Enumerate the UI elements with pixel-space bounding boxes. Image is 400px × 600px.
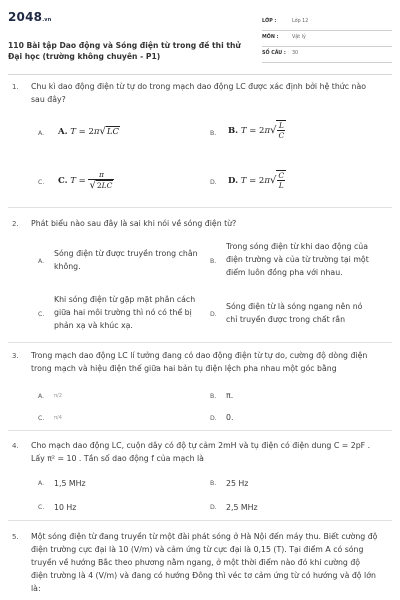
option-b-formula[interactable]: B. T = 2π√ $\frac{L}{C}$	[228, 121, 285, 140]
meta-label: SỐ CÂU :	[262, 51, 286, 56]
option-b[interactable]: π.	[226, 391, 234, 400]
option-label: A.	[38, 480, 45, 487]
option-d[interactable]: Sóng điện từ là sóng ngang nên nó chỉ truyền được trong chất rắn	[226, 302, 363, 324]
option-label: C.	[38, 504, 45, 511]
option-label: D.	[210, 311, 217, 318]
option-label: D.	[210, 504, 217, 511]
option-a-formula[interactable]: A. T = 2π√LC	[58, 126, 119, 137]
option-label: B.	[210, 258, 217, 265]
option-label: B.	[210, 393, 217, 400]
meta-label: MÔN :	[262, 35, 279, 40]
logo-sub: .vn	[42, 17, 52, 23]
option-label: C.	[38, 415, 45, 422]
meta-row-subject	[262, 34, 392, 47]
option-label: B.	[210, 130, 217, 137]
option-d-formula[interactable]: D. T = 2π√ $\frac{C}{L}$	[228, 171, 285, 190]
option-label: C.	[38, 179, 45, 186]
option-label: A.	[38, 130, 45, 137]
option-label: B.	[210, 480, 217, 487]
question-number: 1.	[12, 83, 19, 91]
option-d[interactable]: 0.	[226, 413, 234, 422]
document-title: 110 Bài tập Dao động và Sóng điện từ trong đề thi thử Đại học (trường không chuyên - P1)	[8, 41, 241, 61]
header-divider	[8, 74, 392, 75]
question-number: 2.	[12, 220, 19, 228]
option-d[interactable]: 2,5 MHz	[226, 503, 258, 512]
question-divider	[8, 520, 392, 521]
option-a[interactable]: Sóng điện từ được truyền trong chân không.	[54, 249, 198, 271]
option-c-formula[interactable]: C. T = $\frac{\pi}{√2LC}$	[58, 170, 113, 191]
option-label: C.	[38, 311, 45, 318]
option-label: D.	[210, 415, 217, 422]
header	[8, 8, 392, 70]
logo-main: 2048	[8, 10, 43, 24]
option-a[interactable]: π/2	[54, 393, 62, 399]
meta-value: Lớp 12	[292, 19, 309, 24]
option-b[interactable]: 25 Hz	[226, 479, 249, 488]
meta-row-class	[262, 18, 392, 31]
meta-row-count	[262, 50, 392, 63]
option-label: A.	[38, 393, 45, 400]
option-label: D.	[210, 179, 217, 186]
meta-info	[262, 18, 392, 66]
option-c[interactable]: π/4	[54, 415, 62, 421]
question-text: Chu kì dao động điện từ tự do trong mạch dao động LC được xác định bởi hệ thức nào sau đây?	[31, 82, 366, 104]
question-number: 3.	[12, 352, 19, 360]
question-text: Cho mạch dao động LC, cuộn dây có độ tự cảm 2mH và tụ điện có điện dung C = 2pF . Lấy π² = 10 . Tần số dao động f của mạch là	[31, 441, 371, 463]
option-c[interactable]: 10 Hz	[54, 503, 77, 512]
option-b[interactable]: Trong sóng điện từ khi dao động của điện trường và của từ trường tại một điểm luôn đồng pha với nhau.	[226, 242, 369, 277]
option-c[interactable]: Khi sóng điện từ gặp mặt phân cách giữa hai môi trường thì nó có thể bị phản xạ và khúc xạ.	[54, 295, 196, 330]
question-text: Phát biểu nào sau đây là sai khi nói về sóng điện từ?	[31, 219, 237, 228]
option-label: A.	[38, 258, 45, 265]
question-text: Một sóng điện từ đang truyền từ một đài phát sóng ở Hà Nội đến máy thu. Biết cường độ điện trường cực đại là 10 (V/m) và cảm ứng từ cực đại là 0,15 (T). Tại điểm A có sóng truyền về hướng Bắc theo phương nằm ngang, ở một thời điểm nào đó khi cường độ điện trường là 4 (V/m) và đang có hướng Đông thì véc tơ cảm ứng từ có hướng và độ lớn là:	[31, 532, 378, 593]
site-logo[interactable]	[8, 10, 52, 24]
question-text: Trong mạch dao động LC lí tưởng đang có dao động điện từ tự do, cường độ dòng điện trong mạch và hiệu điện thế giữa hai bản tụ điện lệch pha nhau một góc bằng	[31, 351, 368, 373]
question-number: 4.	[12, 442, 19, 450]
meta-value: 30	[292, 51, 299, 56]
option-a[interactable]: 1,5 MHz	[54, 479, 86, 488]
question-divider	[8, 430, 392, 431]
question-number: 5.	[12, 533, 19, 541]
question-divider	[8, 342, 392, 343]
meta-label: LỚP :	[262, 19, 277, 24]
meta-value: Vật lý	[292, 35, 306, 40]
question-divider	[8, 207, 392, 208]
